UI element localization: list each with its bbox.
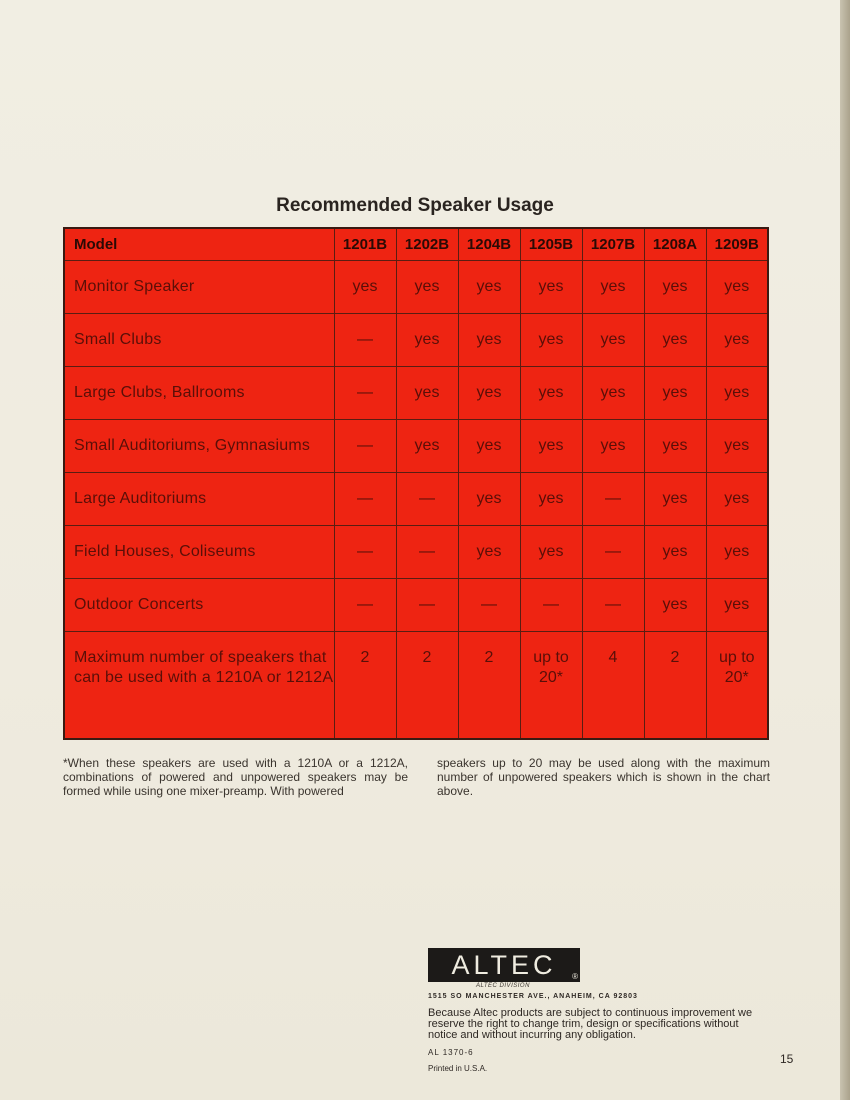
table-cell: yes: [644, 367, 706, 420]
table-cell: 2: [396, 632, 458, 740]
footnote-left: *When these speakers are used with a 1210A or a 1212A, combinations of powered and unpowered speakers may be formed while using one mixer-preamp. With powered: [63, 756, 408, 798]
row-label: Large Auditoriums: [64, 473, 334, 526]
table-cell: yes: [706, 261, 768, 314]
row-label: Small Auditoriums, Gymnasiums: [64, 420, 334, 473]
table-row: [64, 314, 768, 367]
table-cell: yes: [644, 526, 706, 579]
table-cell: yes: [520, 420, 582, 473]
table-cell: yes: [520, 261, 582, 314]
table-cell: 2: [334, 632, 396, 740]
table-cell: —: [334, 526, 396, 579]
improvement-notice: Because Altec products are subject to continuous improvement we reserve the right to change trim, design or specifications without notice and without incurring any obligation.: [428, 1007, 753, 1041]
table-cell: yes: [396, 314, 458, 367]
column-header: 1202B: [396, 228, 458, 261]
table-cell: yes: [520, 473, 582, 526]
table-cell: —: [334, 579, 396, 632]
table-cell: yes: [582, 420, 644, 473]
table-cell: yes: [582, 261, 644, 314]
table-cell: yes: [706, 367, 768, 420]
table-cell: 4: [582, 632, 644, 740]
column-header: 1209B: [706, 228, 768, 261]
page-title: Recommended Speaker Usage: [276, 195, 554, 216]
table-cell: yes: [706, 314, 768, 367]
table-row: [64, 526, 768, 579]
table-cell: yes: [644, 261, 706, 314]
page-edge: [840, 0, 850, 1100]
division-label: ALTEC DIVISION: [476, 983, 530, 989]
table-cell: —: [334, 367, 396, 420]
table-cell: yes: [396, 367, 458, 420]
table-cell: yes: [396, 420, 458, 473]
table-cell: —: [582, 579, 644, 632]
table-cell: yes: [644, 314, 706, 367]
column-header-model: Model: [64, 228, 334, 261]
table-cell: up to 20*: [520, 632, 582, 740]
table-row: [64, 420, 768, 473]
table-row: [64, 579, 768, 632]
table-cell: yes: [458, 314, 520, 367]
table-cell: yes: [520, 526, 582, 579]
table-cell: yes: [644, 420, 706, 473]
registered-mark: ®: [572, 972, 578, 981]
table-cell: —: [396, 526, 458, 579]
table-cell: 2: [644, 632, 706, 740]
table-cell: yes: [458, 420, 520, 473]
printed-in: Printed in U.S.A.: [428, 1064, 488, 1073]
row-label: Large Clubs, Ballrooms: [64, 367, 334, 420]
row-label: Field Houses, Coliseums: [64, 526, 334, 579]
table-cell: yes: [458, 526, 520, 579]
page-number: 15: [780, 1052, 794, 1066]
table-cell: —: [334, 473, 396, 526]
row-label: Maximum number of speakers that can be used with a 1210A or 1212A: [64, 632, 334, 740]
table-cell: —: [334, 420, 396, 473]
column-header: 1207B: [582, 228, 644, 261]
table-cell: —: [334, 314, 396, 367]
table-cell: yes: [644, 473, 706, 526]
table-cell: —: [396, 473, 458, 526]
altec-logo: [428, 948, 580, 982]
table-cell: yes: [706, 473, 768, 526]
table-cell: yes: [458, 261, 520, 314]
company-address: 1515 SO MANCHESTER AVE., ANAHEIM, CA 92803: [428, 993, 638, 1000]
table-cell: —: [458, 579, 520, 632]
table-row: [64, 473, 768, 526]
logo-text: ALTEC: [451, 950, 557, 980]
table-cell: yes: [458, 367, 520, 420]
table-header-row: [64, 228, 768, 261]
table-row: [64, 261, 768, 314]
row-label: Small Clubs: [64, 314, 334, 367]
row-label: Outdoor Concerts: [64, 579, 334, 632]
table-cell: —: [520, 579, 582, 632]
table-cell: yes: [582, 367, 644, 420]
table-cell: yes: [706, 526, 768, 579]
table-cell: yes: [706, 420, 768, 473]
column-header: 1205B: [520, 228, 582, 261]
table-cell: up to 20*: [706, 632, 768, 740]
column-header: 1208A: [644, 228, 706, 261]
table-row: [64, 367, 768, 420]
table-cell: yes: [396, 261, 458, 314]
table-cell: yes: [644, 579, 706, 632]
speaker-usage-table: [63, 227, 769, 740]
footnote-right: speakers up to 20 may be used along with the maximum number of unpowered speakers which is shown in the chart above.: [437, 756, 770, 798]
table-cell: yes: [706, 579, 768, 632]
table-cell: —: [582, 473, 644, 526]
column-header: 1201B: [334, 228, 396, 261]
table-cell: yes: [520, 314, 582, 367]
catalog-number: AL 1370-6: [428, 1048, 474, 1057]
table-cell: yes: [458, 473, 520, 526]
column-header: 1204B: [458, 228, 520, 261]
table-cell: yes: [520, 367, 582, 420]
row-label: Monitor Speaker: [64, 261, 334, 314]
table-cell: —: [396, 579, 458, 632]
table-row: [64, 632, 768, 740]
table-cell: 2: [458, 632, 520, 740]
table-cell: —: [582, 526, 644, 579]
table-cell: yes: [582, 314, 644, 367]
table-cell: yes: [334, 261, 396, 314]
